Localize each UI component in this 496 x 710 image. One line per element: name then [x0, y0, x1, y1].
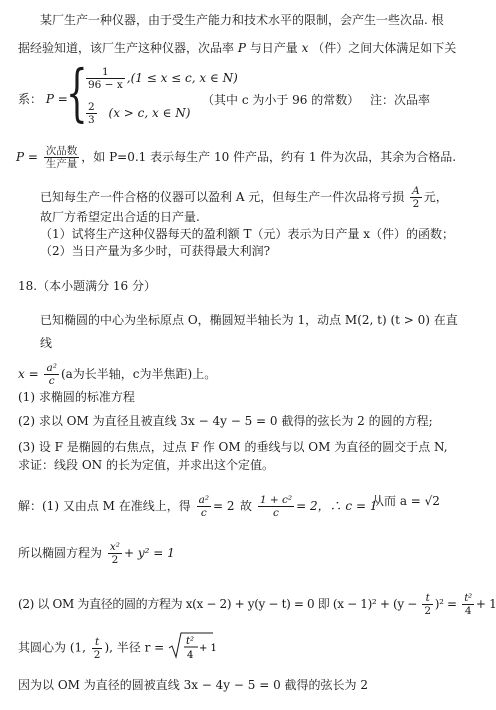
a2-over-c: [197, 494, 211, 519]
denominator: 4: [187, 650, 194, 661]
problem-text-line-2: [18, 41, 456, 56]
text-segment: 据经验知道，该厂生产这种仪器，次品率: [18, 41, 235, 55]
var-P: P: [237, 41, 246, 55]
text-segment: （件）之间大体满足如下关: [312, 41, 457, 55]
goal-line: 故厂方希望定出合适的日产量.: [40, 210, 200, 224]
text-segment: 故: [240, 499, 253, 513]
text-segment: 所以椭圆方程为: [18, 546, 103, 560]
circle-equation-line: [18, 592, 496, 617]
denominator: 2: [111, 554, 119, 566]
text-segment: ，如 P=0.1 表示每生产 10 件产品，约有 1 件为次品，其余为合格品.: [81, 150, 457, 164]
text-segment: + 1: [475, 597, 496, 611]
numerator: a²: [46, 362, 57, 374]
text-segment: 解：(1) 又由点 M 在准线上，得: [18, 499, 191, 513]
numerator: 1: [86, 66, 125, 79]
solution-line-1b: [240, 494, 377, 519]
case-2-condition: (x > c, x ∈ N): [108, 106, 191, 120]
directrix-line: [18, 362, 216, 387]
denominator: c: [48, 375, 55, 387]
sub-question-2: (2) 求以 OM 为直径且被直线 3x − 4y − 5 = 0 截得的弦长为 2 的圆的方程;: [18, 414, 433, 428]
text-segment: = 2，∴ c = 1: [296, 499, 378, 513]
ellipse-equation-line: [18, 541, 175, 566]
denominator: c: [273, 507, 279, 519]
numerator: 2: [88, 101, 95, 113]
text-segment: = 2: [213, 499, 235, 513]
x2-over-2: [108, 541, 122, 566]
solution-line-1: [18, 494, 235, 519]
sub-question-3: (3) 设 F 是椭圆的右焦点，过点 F 作 OM 的垂线与以 OM 为直径的圆交于点 N,: [18, 440, 448, 454]
numerator: 1 + c²: [259, 494, 293, 506]
plus-one: + 1: [199, 643, 217, 654]
problem-18-heading: 18.（本小题满分 16 分）: [18, 279, 156, 293]
case-1: [84, 66, 238, 91]
sub-question-3b: 求证：线段 ON 的长为定值，并求出这个定值。: [18, 458, 274, 472]
text-segment: 系：: [18, 92, 43, 106]
denominator: 2: [424, 605, 431, 617]
left-brace: {: [66, 56, 88, 129]
question-1: （1）试将生产这种仪器每天的盈利额 T（元）表示为日产量 x（件）的函数；: [40, 227, 455, 241]
defect-rate-definition: [16, 145, 456, 170]
text-segment: )² =: [434, 597, 457, 611]
text-segment: + y² = 1: [123, 546, 175, 560]
case-1-condition: ,(1 ≤ x ≤ c, x ∈ N): [126, 71, 238, 85]
denominator: 96 − x: [88, 79, 123, 91]
text-segment: 其圆心为 (1,: [18, 640, 86, 655]
text-segment: ), 半径 r =: [104, 640, 165, 655]
t-over-2: [422, 592, 432, 617]
system-label: [18, 92, 68, 107]
numerator: A: [412, 185, 420, 197]
circle-center-line: [18, 631, 217, 665]
sqrt-sign-icon: [168, 631, 217, 661]
defect-fraction: [44, 145, 80, 170]
numerator: t²: [464, 592, 472, 604]
problem-18-line-1: 已知椭圆的中心为坐标原点 O，椭圆短半轴长为 1，动点 M(2, t) (t > 0) 在直: [40, 313, 458, 327]
numerator: t²: [186, 636, 195, 647]
a2-over-c: [44, 362, 58, 387]
var-x: x: [301, 41, 309, 55]
var-P: P: [45, 92, 54, 106]
text-segment: (2) 以 OM 为直径的圆的方程为 x(x − 2) + y(y − t) = 0 即 (x − 1)² + (y −: [18, 597, 417, 611]
problem-text-line-1: 某厂生产一种仪器，由于受生产能力和技术水平的限制，会产生一些次品. 根: [40, 13, 444, 27]
numerator: x²: [109, 541, 120, 553]
text-segment: (a为长半轴，c为半焦距)上。: [60, 367, 217, 381]
numerator: a²: [198, 494, 210, 506]
denominator: 生产量: [45, 158, 78, 170]
equals-sign: =: [57, 92, 68, 106]
t2-over-4: [462, 592, 474, 617]
loss-fraction: [410, 185, 422, 210]
sub-question-1: (1) 求椭圆的标准方程: [18, 390, 135, 404]
var-P: P =: [16, 150, 38, 164]
solution-a-value: 从而 a = √2: [372, 494, 440, 508]
numerator: t: [422, 592, 432, 605]
question-2: （2）当日产量为多少时，可获得最大利润?: [40, 244, 271, 258]
denominator: c: [200, 507, 207, 519]
denominator: 3: [88, 114, 95, 126]
t-over-2: [92, 636, 103, 661]
final-line: 因为以 OM 为直径的圆被直线 3x − 4y − 5 = 0 截得的弦长为 2: [18, 678, 368, 692]
note-label: 注：次品率: [370, 93, 431, 107]
case-2-fraction: [86, 101, 97, 126]
denominator: 2: [412, 198, 420, 210]
case-1-fraction: [86, 66, 125, 91]
x-equals: x =: [18, 367, 39, 381]
denominator: 2: [93, 648, 101, 661]
problem-18-line-1b: 线: [40, 336, 53, 350]
numerator: t: [92, 636, 103, 649]
profit-statement: [40, 185, 448, 210]
case-2: [84, 101, 190, 126]
numerator: 次品数: [45, 145, 78, 157]
constant-note: （其中 c 为小于 96 的常数）: [202, 93, 360, 107]
radius-sqrt: [168, 631, 217, 665]
one-plus-c2-over-c: [258, 494, 294, 519]
text-segment: 元，: [423, 190, 448, 204]
denominator: 4: [464, 605, 472, 617]
text-segment: 已知每生产一件合格的仪器可以盈利 A 元，但每生产一件次品将亏损: [40, 190, 405, 204]
text-segment: 与日产量: [249, 41, 298, 55]
